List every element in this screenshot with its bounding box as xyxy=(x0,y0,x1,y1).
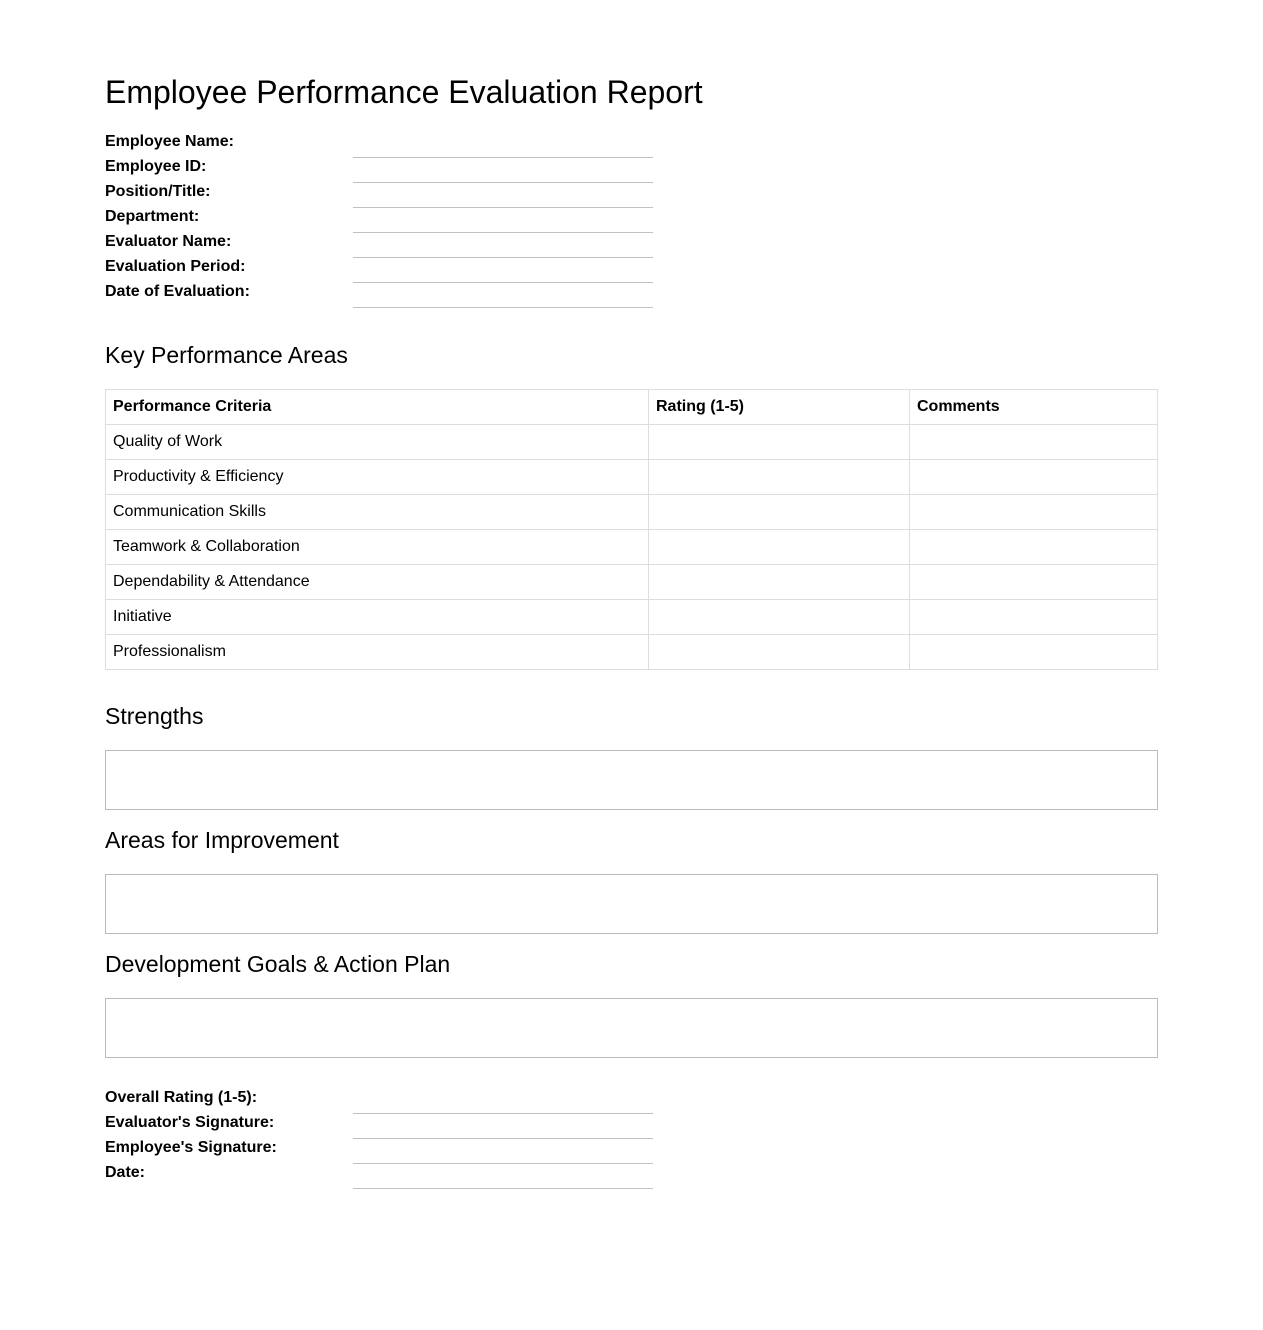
table-row xyxy=(106,635,1158,670)
field-label: Department: xyxy=(105,208,200,225)
goals-heading: Development Goals & Action Plan xyxy=(105,951,451,977)
criteria-cell: Teamwork & Collaboration xyxy=(106,530,649,565)
rating-cell[interactable] xyxy=(649,600,910,635)
field-input-line[interactable] xyxy=(353,207,653,208)
table-row xyxy=(106,425,1158,460)
rating-cell[interactable] xyxy=(649,565,910,600)
improvement-heading: Areas for Improvement xyxy=(105,827,339,853)
field-label: Evaluation Period: xyxy=(105,258,246,275)
field-input-line[interactable] xyxy=(353,1138,653,1139)
col-criteria: Performance Criteria xyxy=(106,390,649,425)
page-title: Employee Performance Evaluation Report xyxy=(105,74,703,110)
col-comments: Comments xyxy=(910,390,1158,425)
col-rating: Rating (1-5) xyxy=(649,390,910,425)
criteria-cell: Dependability & Attendance xyxy=(106,565,649,600)
field-label: Date of Evaluation: xyxy=(105,283,250,300)
field-label: Employee Name: xyxy=(105,133,234,150)
field-input-line[interactable] xyxy=(353,232,653,233)
field-input-line[interactable] xyxy=(353,182,653,183)
field-label: Position/Title: xyxy=(105,183,211,200)
field-label: Evaluator Name: xyxy=(105,233,232,250)
comments-cell[interactable] xyxy=(910,635,1158,670)
field-input-line[interactable] xyxy=(353,257,653,258)
table-row xyxy=(106,600,1158,635)
table-row xyxy=(106,530,1158,565)
rating-cell[interactable] xyxy=(649,530,910,565)
criteria-cell: Quality of Work xyxy=(106,425,649,460)
strengths-textarea[interactable] xyxy=(105,750,1158,810)
field-input-line[interactable] xyxy=(353,1163,653,1164)
field-input-line[interactable] xyxy=(353,282,653,283)
field-label: Evaluator's Signature: xyxy=(105,1114,275,1131)
field-label: Employee's Signature: xyxy=(105,1139,277,1156)
criteria-cell: Productivity & Efficiency xyxy=(106,460,649,495)
field-label: Overall Rating (1-5): xyxy=(105,1089,258,1106)
kpa-table xyxy=(105,389,1158,670)
comments-cell[interactable] xyxy=(910,425,1158,460)
strengths-heading: Strengths xyxy=(105,703,204,729)
criteria-cell: Professionalism xyxy=(106,635,649,670)
comments-cell[interactable] xyxy=(910,460,1158,495)
field-label: Employee ID: xyxy=(105,158,207,175)
comments-cell[interactable] xyxy=(910,530,1158,565)
goals-textarea[interactable] xyxy=(105,998,1158,1058)
field-label: Date: xyxy=(105,1164,146,1181)
rating-cell[interactable] xyxy=(649,635,910,670)
field-input-line[interactable] xyxy=(353,1113,653,1114)
comments-cell[interactable] xyxy=(910,600,1158,635)
field-input-line[interactable] xyxy=(353,157,653,158)
table-row xyxy=(106,460,1158,495)
improvement-textarea[interactable] xyxy=(105,874,1158,934)
rating-cell[interactable] xyxy=(649,425,910,460)
rating-cell[interactable] xyxy=(649,460,910,495)
criteria-cell: Initiative xyxy=(106,600,649,635)
comments-cell[interactable] xyxy=(910,565,1158,600)
rating-cell[interactable] xyxy=(649,495,910,530)
table-row xyxy=(106,495,1158,530)
field-input-line[interactable] xyxy=(353,307,653,308)
comments-cell[interactable] xyxy=(910,495,1158,530)
field-input-line[interactable] xyxy=(353,1188,653,1189)
table-row xyxy=(106,565,1158,600)
criteria-cell: Communication Skills xyxy=(106,495,649,530)
kpa-heading: Key Performance Areas xyxy=(105,342,348,368)
